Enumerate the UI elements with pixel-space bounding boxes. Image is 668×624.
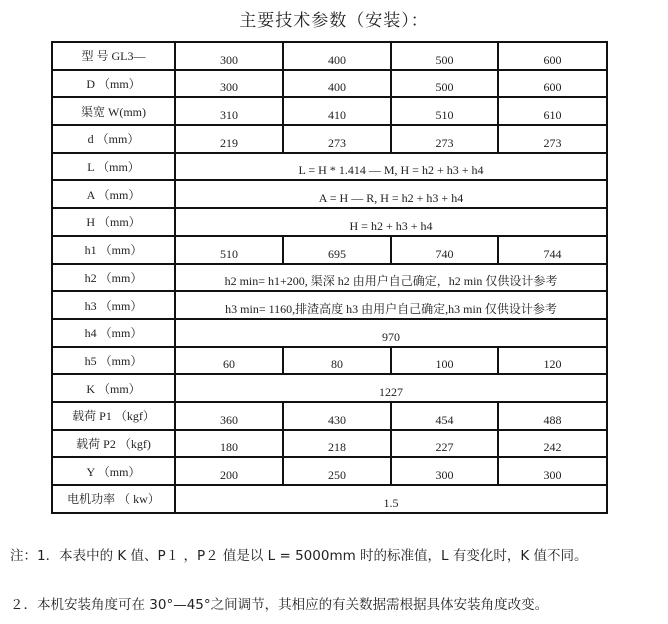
table-row <box>52 125 607 153</box>
table-row <box>52 374 607 402</box>
table-row <box>52 347 607 375</box>
value-cell: 500 <box>391 42 498 70</box>
parameters-table-body <box>52 42 607 513</box>
value-cell: 695 <box>283 236 391 264</box>
table-row <box>52 291 607 319</box>
row-label: L （mm） <box>52 153 175 181</box>
value-cell: 242 <box>498 430 607 458</box>
value-cell: 227 <box>391 430 498 458</box>
table-row <box>52 457 607 485</box>
table-row <box>52 208 607 236</box>
table-row <box>52 236 607 264</box>
merged-value-cell: L = H * 1.414 — M, H = h2 + h3 + h4 <box>175 153 607 181</box>
value-cell: 744 <box>498 236 607 264</box>
table-row <box>52 430 607 458</box>
table-row <box>52 402 607 430</box>
value-cell: 300 <box>391 457 498 485</box>
value-cell: 310 <box>175 97 283 125</box>
note-1: 注：1．本表中的 K 值、P１ ，P２ 值是以 L = 5000mm 时的标准值，L 有变化时，K 值不同。 <box>10 548 588 564</box>
row-label: 载荷 P2 （kgf) <box>52 430 175 458</box>
row-label: 型 号 GL3— <box>52 42 175 70</box>
value-cell: 600 <box>498 42 607 70</box>
parameters-table <box>51 41 608 514</box>
row-label: A （mm） <box>52 180 175 208</box>
value-cell: 488 <box>498 402 607 430</box>
row-label: D （mm） <box>52 70 175 98</box>
merged-value-cell: h3 min= 1160,排渣高度 h3 由用户自己确定,h3 min 仅供设计参考 <box>175 291 607 319</box>
value-cell: 740 <box>391 236 498 264</box>
value-cell: 600 <box>498 70 607 98</box>
value-cell: 250 <box>283 457 391 485</box>
value-cell: 200 <box>175 457 283 485</box>
value-cell: 273 <box>498 125 607 153</box>
value-cell: 410 <box>283 97 391 125</box>
row-label: d （mm） <box>52 125 175 153</box>
merged-value-cell: H = h2 + h3 + h4 <box>175 208 607 236</box>
value-cell: 180 <box>175 430 283 458</box>
merged-value-cell: 1.5 <box>175 485 607 513</box>
value-cell: 80 <box>283 347 391 375</box>
value-cell: 500 <box>391 70 498 98</box>
value-cell: 100 <box>391 347 498 375</box>
page-title: 主要技术参数（安装）： <box>239 11 429 31</box>
value-cell: 120 <box>498 347 607 375</box>
table-row <box>52 485 607 513</box>
table-row <box>52 319 607 347</box>
table-row <box>52 70 607 98</box>
table-row <box>52 42 607 70</box>
row-label: h1 （mm） <box>52 236 175 264</box>
note-2: ２．本机安装角度可在 30°—45°之间调节，其相应的有关数据需根据具体安装角度改变。 <box>10 597 549 613</box>
value-cell: 300 <box>175 70 283 98</box>
row-label: h3 （mm） <box>52 291 175 319</box>
value-cell: 218 <box>283 430 391 458</box>
merged-value-cell: 970 <box>175 319 607 347</box>
value-cell: 300 <box>498 457 607 485</box>
row-label: Y （mm） <box>52 457 175 485</box>
merged-value-cell: h2 min= h1+200, 渠深 h2 由用户自己确定，h2 min 仅供设计参考 <box>175 264 607 292</box>
value-cell: 610 <box>498 97 607 125</box>
merged-value-cell: 1227 <box>175 374 607 402</box>
value-cell: 510 <box>175 236 283 264</box>
row-label: 渠宽 W(mm) <box>52 97 175 125</box>
row-label: h4 （mm） <box>52 319 175 347</box>
value-cell: 273 <box>391 125 498 153</box>
row-label: 电机功率 （ kw） <box>52 485 175 513</box>
value-cell: 510 <box>391 97 498 125</box>
value-cell: 400 <box>283 42 391 70</box>
row-label: h5 （mm） <box>52 347 175 375</box>
merged-value-cell: A = H — R, H = h2 + h3 + h4 <box>175 180 607 208</box>
row-label: h2 （mm） <box>52 264 175 292</box>
table-row <box>52 264 607 292</box>
table-row <box>52 153 607 181</box>
value-cell: 273 <box>283 125 391 153</box>
table-row <box>52 97 607 125</box>
row-label: K （mm） <box>52 374 175 402</box>
row-label: 载荷 P1 （kgf） <box>52 402 175 430</box>
row-label: H （mm） <box>52 208 175 236</box>
value-cell: 360 <box>175 402 283 430</box>
value-cell: 219 <box>175 125 283 153</box>
value-cell: 454 <box>391 402 498 430</box>
table-row <box>52 180 607 208</box>
value-cell: 60 <box>175 347 283 375</box>
value-cell: 300 <box>175 42 283 70</box>
value-cell: 400 <box>283 70 391 98</box>
value-cell: 430 <box>283 402 391 430</box>
